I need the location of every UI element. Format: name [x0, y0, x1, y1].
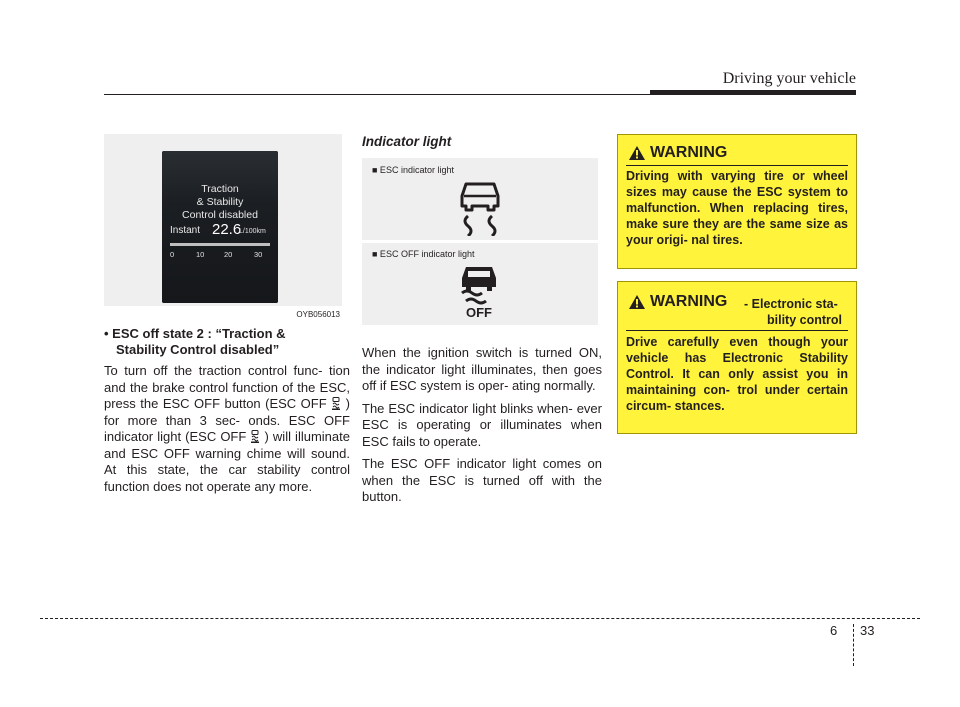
bullet-line-2: Stability Control disabled” [116, 342, 280, 357]
header-bar [650, 90, 856, 95]
scale-tick: 20 [224, 250, 233, 259]
section-title: Driving your vehicle [722, 70, 856, 87]
warning-tire-sizes [617, 134, 857, 269]
warning-triangle-icon [628, 145, 646, 161]
scale-tick: 0 [170, 250, 175, 259]
page-divider [853, 624, 854, 666]
footer-rule [40, 618, 920, 619]
esc-off-paragraph [104, 363, 350, 495]
indicator-paragraph: The ESC OFF indicator light comes on when the ESC is turned off with the button. [362, 456, 602, 504]
warning-subtitle-2: bility control [767, 313, 842, 327]
esc-off-indicator-panel [362, 243, 598, 325]
esc-indicator-icon [454, 180, 506, 236]
esc-off-state-heading [104, 326, 344, 358]
esc-indicator-panel [362, 158, 598, 240]
bullet-line-1: • ESC off state 2 : “Traction & [104, 326, 286, 341]
esc-off-indicator-caption: ■ ESC OFF indicator light [372, 249, 475, 259]
display-line-3: Control disabled [182, 209, 258, 221]
para-text-3: ) will illuminate and ESC OFF warning chime will sound. At this state, the car stability control function does not operate any more. [104, 429, 350, 494]
figure-code: OYB056013 [296, 310, 340, 319]
esc-off-icon [250, 430, 260, 443]
esc-off-icon [331, 397, 341, 410]
display-line-2: & Stability [196, 196, 244, 208]
warning-body: Driving with varying tire or wheel sizes may cause the ESC system to malfunction. When replacing tires, make sure they are the same size as your origi- nal tires. [626, 169, 848, 247]
warning-rule [626, 330, 848, 331]
warning-rule [626, 165, 848, 166]
indicator-paragraph: The ESC indicator light blinks when- ever ESC is operating or illuminates when ESC fails to operate. [362, 400, 602, 449]
esc-indicator-caption: ■ ESC indicator light [372, 165, 454, 175]
warning-esc [617, 281, 857, 434]
scale-tick: 30 [254, 250, 263, 259]
cluster-display [162, 151, 278, 303]
para-text-1: To turn off the traction control func- tion and the brake control function of the ESC, press the ESC OFF button (ESC OFF [104, 363, 350, 411]
instant-unit: L/100km [239, 228, 266, 235]
indicator-paragraphs [362, 345, 602, 512]
warning-body: Drive carefully even though your vehicle has Electronic Stability Control. It can only assist you in maintaining con- trol under certain circum- stances. [626, 335, 848, 413]
scale-tick: 10 [196, 250, 205, 259]
display-line-1: Traction [201, 183, 239, 195]
cluster-figure [104, 134, 342, 319]
para-text-2: ) for more than 3 sec- onds. ESC OFF indicator light (ESC OFF [104, 396, 350, 444]
warning-title: WARNING [650, 144, 728, 161]
economy-bar [170, 243, 270, 246]
instant-value: 22.6 [212, 221, 242, 238]
indicator-light-title: Indicator light [362, 134, 452, 149]
indicator-paragraph: When the ignition switch is turned ON, the indicator light illuminates, then goes off if ESC system is oper- ating normally. [362, 345, 602, 393]
warning-subtitle-1: - Electronic sta- [744, 297, 838, 311]
esc-off-car-icon [456, 263, 502, 305]
chapter-number: 6 [830, 623, 838, 638]
warning-triangle-icon [628, 294, 646, 310]
warning-title: WARNING [650, 293, 728, 310]
off-label: OFF [466, 305, 492, 320]
instant-label: Instant [170, 225, 201, 236]
page-number: 33 [860, 623, 875, 638]
